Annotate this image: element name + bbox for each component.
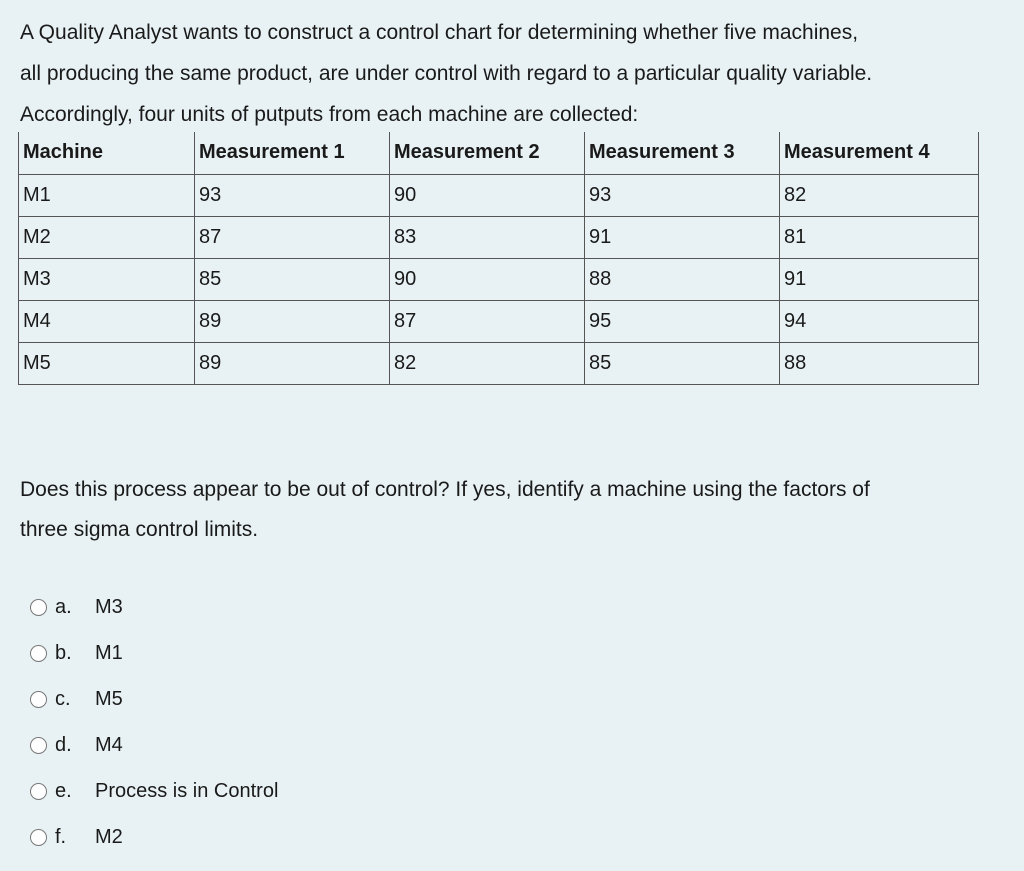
option-text: Process is in Control xyxy=(95,779,279,802)
answer-options xyxy=(30,584,278,860)
option-letter: c. xyxy=(55,687,71,710)
question-line: three sigma control limits. xyxy=(20,518,259,541)
question-line: Does this process appear to be out of control? If yes, identify a machine using the factors of xyxy=(20,478,870,501)
table-row xyxy=(19,342,979,384)
table-cell: 93 xyxy=(195,174,390,216)
table-cell: 82 xyxy=(390,342,585,384)
answer-option-d[interactable] xyxy=(30,722,278,768)
table-cell: M4 xyxy=(19,300,195,342)
table-cell: 94 xyxy=(780,300,979,342)
answer-option-e[interactable] xyxy=(30,768,278,814)
answer-option-f[interactable] xyxy=(30,814,278,860)
table-cell: 89 xyxy=(195,300,390,342)
answer-option-c[interactable] xyxy=(30,676,278,722)
table-row xyxy=(19,258,979,300)
table-cell: M3 xyxy=(19,258,195,300)
radio-button[interactable] xyxy=(30,737,47,754)
answer-option-b[interactable] xyxy=(30,630,278,676)
table-cell: 91 xyxy=(585,216,780,258)
option-text: M5 xyxy=(95,687,123,710)
question-text xyxy=(20,470,1010,550)
table-cell: 90 xyxy=(390,174,585,216)
column-header-measurement-2: Measurement 2 xyxy=(390,132,585,174)
table-cell: 90 xyxy=(390,258,585,300)
radio-button[interactable] xyxy=(30,691,47,708)
intro-line: A Quality Analyst wants to construct a control chart for determining whether five machines, xyxy=(20,21,859,44)
table-cell: 88 xyxy=(780,342,979,384)
column-header-machine: Machine xyxy=(19,132,195,174)
option-text: M4 xyxy=(95,733,123,756)
radio-button[interactable] xyxy=(30,599,47,616)
table-cell: 85 xyxy=(585,342,780,384)
table-cell: 91 xyxy=(780,258,979,300)
question-intro xyxy=(20,12,1010,135)
answer-option-a[interactable] xyxy=(30,584,278,630)
option-letter: d. xyxy=(55,733,72,756)
option-letter: b. xyxy=(55,641,72,664)
table-cell: 85 xyxy=(195,258,390,300)
table-cell: 95 xyxy=(585,300,780,342)
table-cell: M2 xyxy=(19,216,195,258)
table-cell: 81 xyxy=(780,216,979,258)
option-text: M3 xyxy=(95,595,123,618)
table-row xyxy=(19,300,979,342)
table-cell: 87 xyxy=(390,300,585,342)
column-header-measurement-3: Measurement 3 xyxy=(585,132,780,174)
option-letter: f. xyxy=(55,825,67,848)
table-cell: 82 xyxy=(780,174,979,216)
radio-button[interactable] xyxy=(30,645,47,662)
radio-button[interactable] xyxy=(30,829,47,846)
measurements-table xyxy=(18,132,979,385)
column-header-measurement-4: Measurement 4 xyxy=(780,132,979,174)
option-letter: a. xyxy=(55,595,72,618)
column-header-measurement-1: Measurement 1 xyxy=(195,132,390,174)
intro-line: all producing the same product, are under control with regard to a particular quality variable. xyxy=(20,62,873,85)
option-letter: e. xyxy=(55,779,72,802)
radio-button[interactable] xyxy=(30,783,47,800)
table-row xyxy=(19,216,979,258)
table-cell: M5 xyxy=(19,342,195,384)
table-cell: 83 xyxy=(390,216,585,258)
table-cell: 87 xyxy=(195,216,390,258)
table-cell: M1 xyxy=(19,174,195,216)
table-header-row xyxy=(19,132,979,174)
table-cell: 89 xyxy=(195,342,390,384)
option-text: M1 xyxy=(95,641,123,664)
table-row xyxy=(19,174,979,216)
option-text: M2 xyxy=(95,825,123,848)
intro-line: Accordingly, four units of putputs from each machine are collected: xyxy=(20,103,639,126)
table-cell: 88 xyxy=(585,258,780,300)
table-cell: 93 xyxy=(585,174,780,216)
